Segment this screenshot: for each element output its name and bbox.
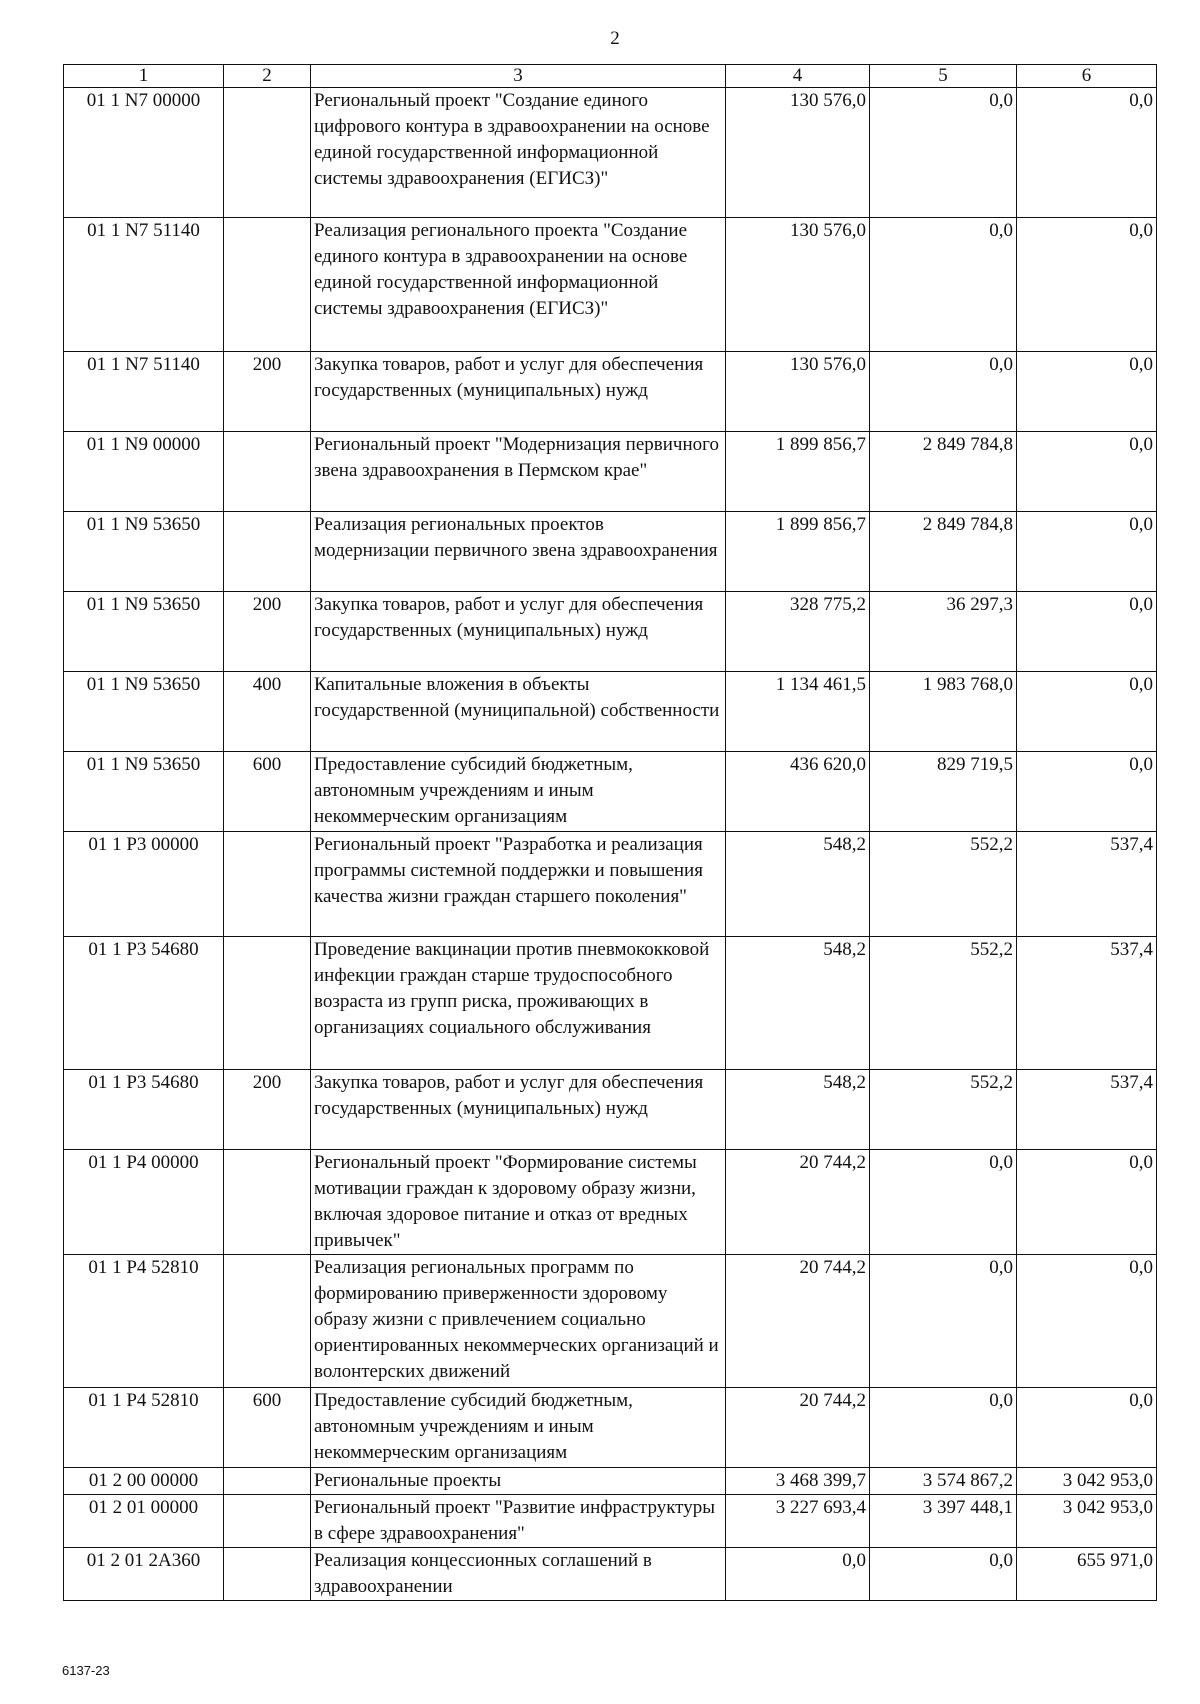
row-code: 01 1 N9 53650 (64, 512, 224, 592)
table-row (64, 1070, 1157, 1150)
table-row (64, 218, 1157, 352)
row-value-4: 328 775,2 (726, 592, 870, 672)
table-row (64, 752, 1157, 832)
row-expense-type (224, 1548, 311, 1601)
row-expense-type (224, 1495, 311, 1548)
row-code: 01 2 01 00000 (64, 1495, 224, 1548)
row-name: Предоставление субсидий бюджетным, автономным учреждениям и иным некоммерческим организациям (311, 752, 726, 832)
row-value-6: 0,0 (1017, 672, 1157, 752)
row-code: 01 1 N7 51140 (64, 352, 224, 432)
row-code: 01 1 N7 51140 (64, 218, 224, 352)
table-row (64, 1468, 1157, 1495)
row-name: Региональный проект "Формирование системы мотивации граждан к здоровому образу жизни, включая здоровое питание и отказ от вредных привычек" (311, 1150, 726, 1255)
row-expense-type (224, 1255, 311, 1388)
row-value-4: 548,2 (726, 1070, 870, 1150)
row-expense-type: 600 (224, 1388, 311, 1468)
column-header-1: 1 (64, 65, 224, 88)
row-value-4: 1 899 856,7 (726, 512, 870, 592)
row-value-4: 548,2 (726, 832, 870, 937)
row-name: Закупка товаров, работ и услуг для обеспечения государственных (муниципальных) нужд (311, 1070, 726, 1150)
row-name: Реализация концессионных соглашений в здравоохранении (311, 1548, 726, 1601)
table-row (64, 672, 1157, 752)
column-header-3: 3 (311, 65, 726, 88)
row-value-6: 0,0 (1017, 1150, 1157, 1255)
row-code: 01 2 00 00000 (64, 1468, 224, 1495)
row-value-4: 0,0 (726, 1548, 870, 1601)
table-row (64, 88, 1157, 218)
row-value-6: 0,0 (1017, 1255, 1157, 1388)
row-value-6: 0,0 (1017, 752, 1157, 832)
row-value-5: 552,2 (870, 832, 1017, 937)
row-value-4: 1 899 856,7 (726, 432, 870, 512)
row-name: Капитальные вложения в объекты государственной (муниципальной) собственности (311, 672, 726, 752)
row-value-5: 3 397 448,1 (870, 1495, 1017, 1548)
row-value-4: 20 744,2 (726, 1255, 870, 1388)
row-expense-type (224, 937, 311, 1070)
row-code: 01 1 N7 00000 (64, 88, 224, 218)
row-value-4: 548,2 (726, 937, 870, 1070)
column-header-6: 6 (1017, 65, 1157, 88)
row-value-5: 0,0 (870, 1388, 1017, 1468)
page-number: 2 (610, 28, 620, 49)
row-value-6: 0,0 (1017, 1388, 1157, 1468)
row-code: 01 1 P4 00000 (64, 1150, 224, 1255)
budget-table (63, 64, 1157, 1601)
table-row (64, 592, 1157, 672)
row-expense-type (224, 512, 311, 592)
row-value-5: 552,2 (870, 1070, 1017, 1150)
table-row (64, 832, 1157, 937)
row-value-5: 1 983 768,0 (870, 672, 1017, 752)
row-value-6: 0,0 (1017, 432, 1157, 512)
table-row (64, 937, 1157, 1070)
row-expense-type (224, 88, 311, 218)
row-value-4: 436 620,0 (726, 752, 870, 832)
row-value-6: 3 042 953,0 (1017, 1468, 1157, 1495)
row-code: 01 2 01 2A360 (64, 1548, 224, 1601)
row-name: Региональные проекты (311, 1468, 726, 1495)
row-value-5: 0,0 (870, 1255, 1017, 1388)
table-row (64, 1388, 1157, 1468)
row-value-4: 130 576,0 (726, 88, 870, 218)
row-expense-type (224, 832, 311, 937)
row-code: 01 1 P3 54680 (64, 1070, 224, 1150)
row-value-4: 1 134 461,5 (726, 672, 870, 752)
row-value-5: 829 719,5 (870, 752, 1017, 832)
row-value-6: 0,0 (1017, 218, 1157, 352)
table-row (64, 432, 1157, 512)
table-row (64, 352, 1157, 432)
table-row (64, 512, 1157, 592)
row-name: Реализация региональных программ по формированию приверженности здоровому образу жизни с привлечением социально ориентированных некоммерческих организаций и волонтерских движений (311, 1255, 726, 1388)
row-expense-type (224, 432, 311, 512)
table-row (64, 1255, 1157, 1388)
row-name: Региональный проект "Модернизация первичного звена здравоохранения в Пермском крае" (311, 432, 726, 512)
row-value-4: 130 576,0 (726, 352, 870, 432)
row-expense-type: 600 (224, 752, 311, 832)
row-value-4: 20 744,2 (726, 1150, 870, 1255)
row-value-6: 0,0 (1017, 512, 1157, 592)
row-value-6: 655 971,0 (1017, 1548, 1157, 1601)
table-row (64, 1495, 1157, 1548)
row-value-5: 2 849 784,8 (870, 432, 1017, 512)
row-code: 01 1 P4 52810 (64, 1255, 224, 1388)
column-header-4: 4 (726, 65, 870, 88)
row-name: Региональный проект "Развитие инфраструктуры в сфере здравоохранения" (311, 1495, 726, 1548)
column-header-5: 5 (870, 65, 1017, 88)
row-value-5: 2 849 784,8 (870, 512, 1017, 592)
row-value-5: 552,2 (870, 937, 1017, 1070)
row-expense-type: 200 (224, 1070, 311, 1150)
row-name: Реализация региональных проектов модернизации первичного звена здравоохранения (311, 512, 726, 592)
table-row (64, 1548, 1157, 1601)
row-value-4: 20 744,2 (726, 1388, 870, 1468)
row-value-4: 3 468 399,7 (726, 1468, 870, 1495)
row-name: Региональный проект "Разработка и реализация программы системной поддержки и повышения качества жизни граждан старшего поколения" (311, 832, 726, 937)
row-value-5: 0,0 (870, 1548, 1017, 1601)
column-header-2: 2 (224, 65, 311, 88)
row-expense-type: 200 (224, 592, 311, 672)
table-row (64, 1150, 1157, 1255)
row-expense-type: 200 (224, 352, 311, 432)
row-value-5: 3 574 867,2 (870, 1468, 1017, 1495)
row-code: 01 1 N9 53650 (64, 592, 224, 672)
row-code: 01 1 N9 00000 (64, 432, 224, 512)
row-value-5: 36 297,3 (870, 592, 1017, 672)
row-code: 01 1 P4 52810 (64, 1388, 224, 1468)
row-value-5: 0,0 (870, 352, 1017, 432)
row-expense-type (224, 1150, 311, 1255)
row-value-6: 3 042 953,0 (1017, 1495, 1157, 1548)
row-value-5: 0,0 (870, 88, 1017, 218)
row-expense-type (224, 218, 311, 352)
row-value-6: 537,4 (1017, 1070, 1157, 1150)
row-value-6: 0,0 (1017, 352, 1157, 432)
row-value-6: 0,0 (1017, 592, 1157, 672)
row-value-4: 130 576,0 (726, 218, 870, 352)
row-expense-type (224, 1468, 311, 1495)
row-value-4: 3 227 693,4 (726, 1495, 870, 1548)
row-value-6: 0,0 (1017, 88, 1157, 218)
row-name: Закупка товаров, работ и услуг для обеспечения государственных (муниципальных) нужд (311, 592, 726, 672)
document-code: 6137-23 (62, 1663, 110, 1678)
row-value-6: 537,4 (1017, 832, 1157, 937)
row-code: 01 1 P3 54680 (64, 937, 224, 1070)
row-name: Региональный проект "Создание единого цифрового контура в здравоохранении на основе единой государственной информационной системы здравоохранения (ЕГИСЗ)" (311, 88, 726, 218)
row-code: 01 1 N9 53650 (64, 752, 224, 832)
row-name: Проведение вакцинации против пневмококковой инфекции граждан старше трудоспособного возраста из групп риска, проживающих в организациях социального обслуживания (311, 937, 726, 1070)
row-name: Предоставление субсидий бюджетным, автономным учреждениям и иным некоммерческим организациям (311, 1388, 726, 1468)
row-name: Закупка товаров, работ и услуг для обеспечения государственных (муниципальных) нужд (311, 352, 726, 432)
row-expense-type: 400 (224, 672, 311, 752)
row-value-5: 0,0 (870, 218, 1017, 352)
row-code: 01 1 N9 53650 (64, 672, 224, 752)
row-name: Реализация регионального проекта "Создание единого контура в здравоохранении на основе единой государственной информационной системы здравоохранения (ЕГИСЗ)" (311, 218, 726, 352)
row-value-6: 537,4 (1017, 937, 1157, 1070)
table-header-row (64, 65, 1157, 88)
row-value-5: 0,0 (870, 1150, 1017, 1255)
row-code: 01 1 P3 00000 (64, 832, 224, 937)
